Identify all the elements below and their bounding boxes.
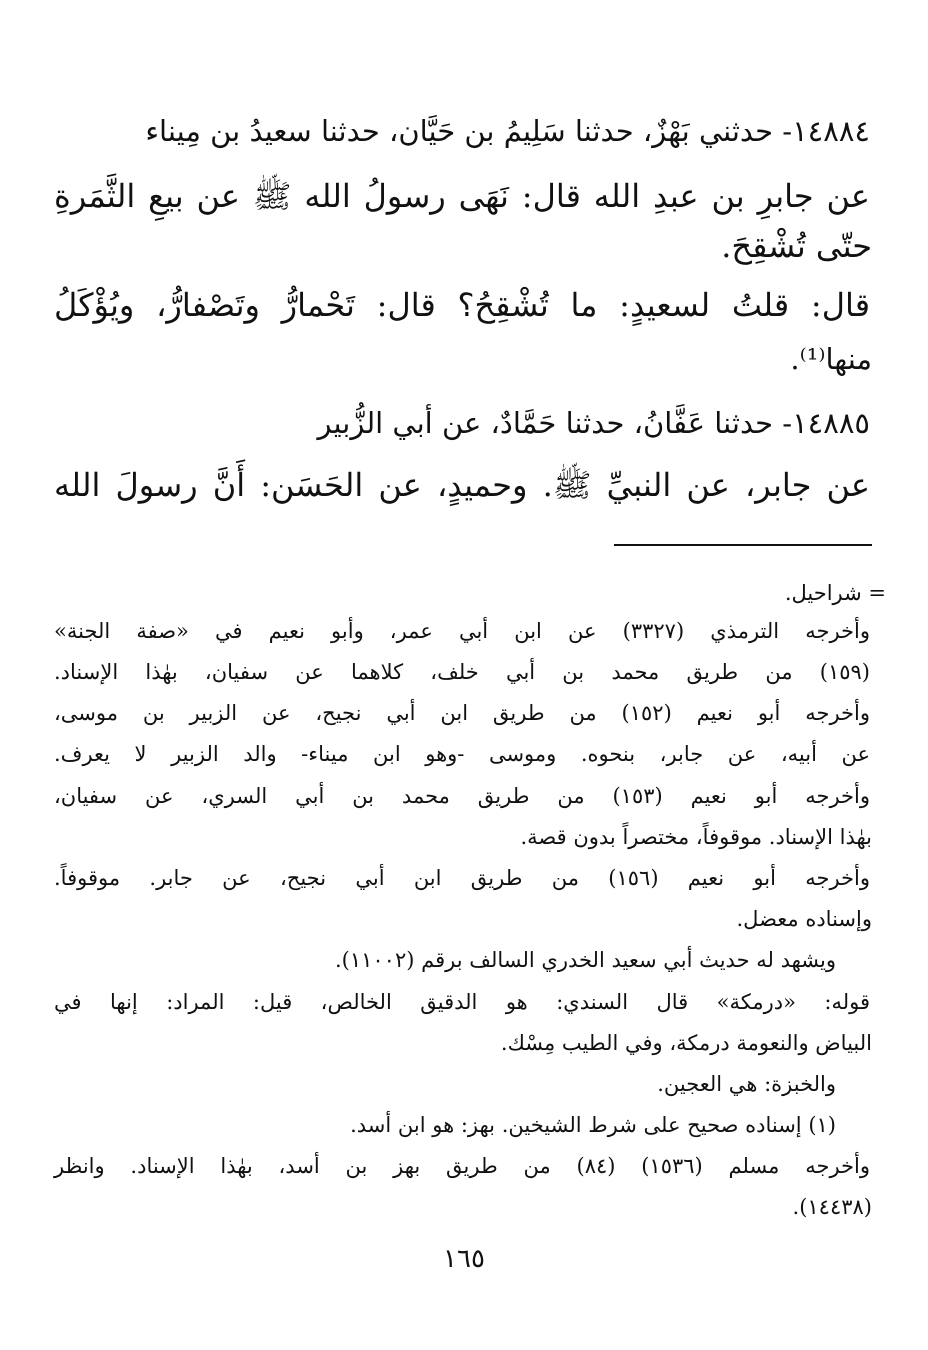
footnote-line: وأخرجه أبو نعيم (١٥٢) من طريق ابن أبي نجيح، عن الزبير بن موسى، xyxy=(54,701,870,725)
footnote-line: والخبزة: هي العجين. xyxy=(657,1072,836,1096)
footnote-line: وأخرجه مسلم (١٥٣٦) (٨٤) من طريق بهز بن أسد، بهٰذا الإسناد. وانظر xyxy=(54,1154,870,1178)
footnote-separator xyxy=(614,544,872,546)
footnote-line: قوله: «درمكة» قال السندي: هو الدقيق الخالص، قيل: المراد: إنها في xyxy=(54,990,870,1014)
footnote-line: وإسناده معضل. xyxy=(736,907,872,931)
hadith-14884-line-5: منها⁽¹⁾. xyxy=(790,342,872,376)
page-number: ١٦٥ xyxy=(443,1244,485,1274)
hadith-14884-line-1: ١٤٨٨٤- حدثني بَهْزٌ، حدثنا سَلِيمُ بن حَيَّان، حدثنا سعيدُ بن مِيناء xyxy=(145,114,870,148)
footnote-line: (١) إسناده صحيح على شرط الشيخين. بهز: هو ابن أسد. xyxy=(350,1113,836,1137)
hadith-14884-line-3: حتّى تُشْقِحَ. xyxy=(721,227,872,265)
footnote-line: (١٤٤٣٨). xyxy=(792,1195,872,1219)
hadith-14885-line-1: ١٤٨٨٥- حدثنا عَفَّانُ، حدثنا حَمَّادٌ، عن أبي الزُّبير xyxy=(317,406,870,440)
footnote-line: وأخرجه الترمذي (٣٣٢٧) عن ابن أبي عمر، وأبو نعيم في «صفة الجنة» xyxy=(54,619,870,643)
footnote-line: وأخرجه أبو نعيم (١٥٣) من طريق محمد بن أبي السري، عن سفيان، xyxy=(54,784,870,808)
footnote-line: البياض والنعومة درمكة، وفي الطيب مِسْك. xyxy=(500,1031,872,1055)
hadith-14885-line-2: عن جابر، عن النبيِّ ﷺ. وحميدٍ، عن الحَسَن: أَنَّ رسولَ الله xyxy=(54,466,870,504)
footnote-line: (١٥٩) من طريق محمد بن أبي خلف، كلاهما عن سفيان، بهٰذا الإسناد. xyxy=(54,660,870,684)
hadith-14884-line-4: قال: قلتُ لسعيدٍ: ما تُشْقِحُ؟ قال: تَحْمارُّ وتَصْفارُّ، ويُؤْكَلُ xyxy=(54,286,870,324)
footnote-line: وأخرجه أبو نعيم (١٥٦) من طريق ابن أبي نجيح، عن جابر. موقوفاً. xyxy=(54,866,870,890)
footnote-line: عن أبيه، عن جابر، بنحوه. وموسى -وهو ابن ميناء- والد الزبير لا يعرف. xyxy=(54,742,870,766)
hadith-14884-line-2: عن جابرِ بن عبدِ الله قال: نَهَى رسولُ الله ﷺ عن بيعِ الثَّمَرةِ xyxy=(54,177,870,215)
footnote-line: ويشهد له حديث أبي سعيد الخدري السالف برقم (١١٠٠٢). xyxy=(334,948,836,972)
footnote-line: = شراحيل. xyxy=(784,581,886,605)
footnote-line: بهٰذا الإسناد. موقوفاً، مختصراً بدون قصة. xyxy=(520,825,872,849)
